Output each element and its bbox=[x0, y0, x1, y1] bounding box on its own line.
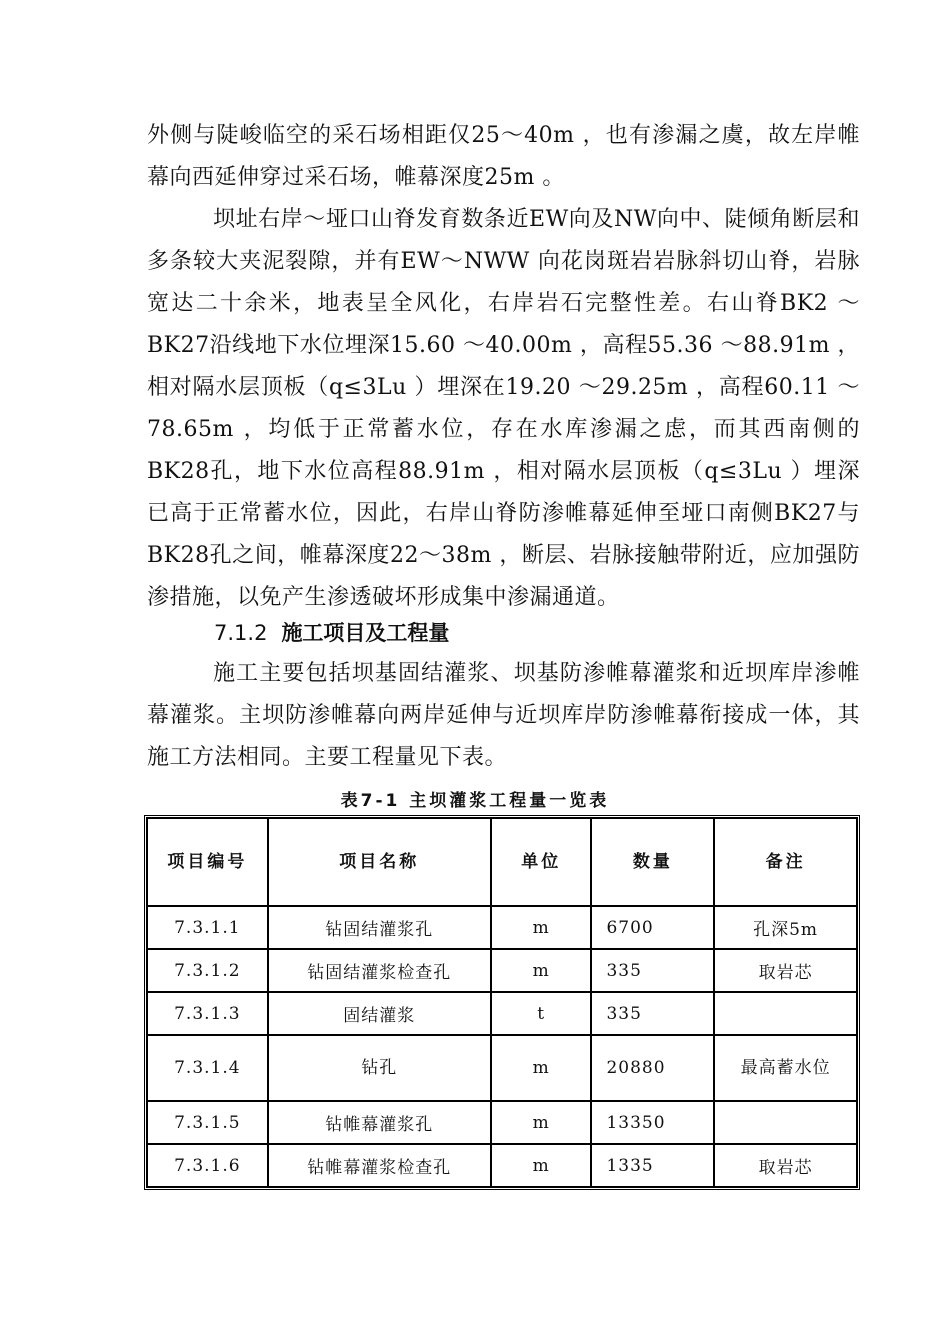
cell-item-name: 钻帷幕灌浆孔 bbox=[268, 1101, 491, 1144]
cell-unit: m bbox=[491, 1144, 592, 1187]
cell-remarks bbox=[714, 1101, 857, 1144]
cell-item-name: 固结灌浆 bbox=[268, 992, 491, 1035]
cell-item-number: 7.3.1.6 bbox=[147, 1144, 268, 1187]
cell-quantity: 335 bbox=[591, 992, 714, 1035]
cell-quantity: 20880 bbox=[591, 1035, 714, 1101]
table-row bbox=[147, 1035, 857, 1101]
cell-item-name: 钻固结灌浆孔 bbox=[268, 906, 491, 949]
cell-remarks: 取岩芯 bbox=[714, 949, 857, 992]
grouting-quantity-table bbox=[144, 815, 860, 1190]
paragraph-construction: 施工主要包括坝基固结灌浆、坝基防渗帷幕灌浆和近坝库岸渗帷幕灌浆。主坝防渗帷幕向两岸延伸与近坝库岸防渗帷幕衔接成一体，其施工方法相同。主要工程量见下表。 bbox=[147, 661, 860, 770]
cell-item-name: 钻帷幕灌浆检查孔 bbox=[268, 1144, 491, 1187]
table-row bbox=[147, 1101, 857, 1144]
cell-item-number: 7.3.1.3 bbox=[147, 992, 268, 1035]
section-heading bbox=[214, 618, 449, 648]
cell-item-number: 7.3.1.1 bbox=[147, 906, 268, 949]
section-title: 施工项目及工程量 bbox=[281, 621, 450, 645]
cell-quantity: 13350 bbox=[591, 1101, 714, 1144]
cell-quantity: 335 bbox=[591, 949, 714, 992]
cell-unit: m bbox=[491, 906, 592, 949]
paragraph-right-bank: 坝址右岸～垭口山脊发育数条近EW向及NW向中、陡倾角断层和多条较大夹泥裂隙，并有EW～NWW 向花岗斑岩岩脉斜切山脊，岩脉宽达二十余米，地表呈全风化，右岸岩石完整性差。右山脊BK2 ～BK27沿线地下水位埋深15.60 ～40.00m ，高程55.36 ～88.91m ，相对隔水层顶板（q≤3Lu ）埋深在19.20 ～29.25m ，高程60.11 ～78.65m ，均低于正常蓄水位，存在水库渗漏之虑，而其西南侧的BK28孔，地下水位高程88.91m ，相对隔水层顶板（q≤3Lu ）埋深已高于正常蓄水位，因此，右岸山脊防渗帷幕延伸至垭口南侧BK27与BK28孔之间，帷幕深度22～38m ，断层、岩脉接触带附近，应加强防渗措施，以免产生渗透破坏形成集中渗漏通道。 bbox=[147, 207, 860, 610]
cell-unit: m bbox=[491, 1035, 592, 1101]
cell-unit: m bbox=[491, 1101, 592, 1144]
cell-quantity: 1335 bbox=[591, 1144, 714, 1187]
cell-unit: t bbox=[491, 992, 592, 1035]
header-item-name: 项目名称 bbox=[268, 818, 491, 906]
cell-item-number: 7.3.1.2 bbox=[147, 949, 268, 992]
header-remarks: 备注 bbox=[714, 818, 857, 906]
header-unit: 单位 bbox=[491, 818, 592, 906]
cell-unit: m bbox=[491, 949, 592, 992]
cell-remarks bbox=[714, 992, 857, 1035]
header-item-number: 项目编号 bbox=[147, 818, 268, 906]
table-caption: 表7-1 主坝灌浆工程量一览表 bbox=[340, 791, 610, 811]
cell-item-name: 钻孔 bbox=[268, 1035, 491, 1101]
cell-item-number: 7.3.1.5 bbox=[147, 1101, 268, 1144]
cell-quantity: 6700 bbox=[591, 906, 714, 949]
table-row bbox=[147, 1144, 857, 1187]
cell-remarks: 孔深5m bbox=[714, 906, 857, 949]
paragraph-left-bank: 外侧与陡峻临空的采石场相距仅25～40m ，也有渗漏之虞，故左岸帷幕向西延伸穿过采石场，帷幕深度25m 。 bbox=[147, 123, 860, 190]
table-row bbox=[147, 992, 857, 1035]
cell-item-number: 7.3.1.4 bbox=[147, 1035, 268, 1101]
cell-remarks: 取岩芯 bbox=[714, 1144, 857, 1187]
table-row bbox=[147, 949, 857, 992]
cell-item-name: 钻固结灌浆检查孔 bbox=[268, 949, 491, 992]
table-row bbox=[147, 906, 857, 949]
table-header-row bbox=[147, 818, 857, 906]
cell-remarks: 最高蓄水位 bbox=[714, 1035, 857, 1101]
header-quantity: 数量 bbox=[591, 818, 714, 906]
section-number: 7.1.2 bbox=[214, 621, 268, 645]
